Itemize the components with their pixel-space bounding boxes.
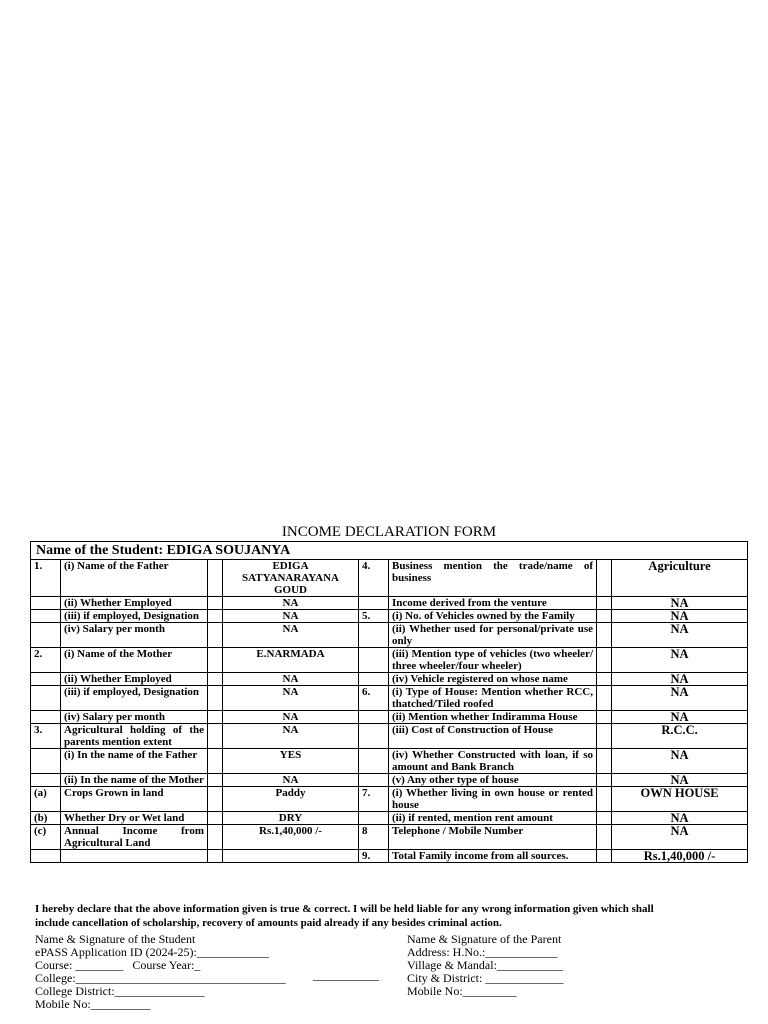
spacer-cell	[597, 597, 612, 610]
spacer-cell	[597, 711, 612, 724]
row-number: 2.	[31, 648, 61, 673]
spacer-cell	[208, 623, 223, 648]
spacer-cell	[597, 623, 612, 648]
row-value: NA	[223, 774, 359, 787]
spacer-cell	[597, 686, 612, 711]
row-label: (ii) Whether used for personal/private use only	[389, 623, 597, 648]
income-declaration-table	[30, 541, 748, 863]
city-district-field: City & District: _____________	[407, 971, 564, 985]
spacer-cell	[597, 749, 612, 774]
row-value: NA	[612, 648, 748, 673]
row-number	[31, 774, 61, 787]
row-value: Rs.1,40,000 /-	[612, 850, 748, 863]
spacer-cell	[597, 774, 612, 787]
spacer-cell	[597, 724, 612, 749]
row-label: (iii) Cost of Construction of House	[389, 724, 597, 749]
spacer-cell	[208, 686, 223, 711]
row-number	[359, 597, 389, 610]
row-value: NA	[223, 610, 359, 623]
row-label: (ii) In the name of the Mother	[61, 774, 208, 787]
row-value: Rs.1,40,000 /-	[223, 825, 359, 850]
row-number	[359, 623, 389, 648]
spacer-cell	[208, 648, 223, 673]
form-title: INCOME DECLARATION FORM	[281, 524, 497, 540]
table-row	[31, 686, 748, 711]
row-number	[359, 812, 389, 825]
spacer-cell	[597, 850, 612, 863]
row-number: 6.	[359, 686, 389, 711]
table-row	[31, 850, 748, 863]
row-number	[359, 673, 389, 686]
row-value: EDIGA SATYANARAYANA GOUD	[223, 560, 359, 597]
row-number	[31, 711, 61, 724]
declaration-text: I hereby declare that the above information given is true & correct. I will be held liable for any wrong information given which shall include cancellation of scholarship, recovery of amounts paid already if any besides criminal action.	[35, 903, 654, 929]
row-label: (i) Name of the Mother	[61, 648, 208, 673]
row-value: E.NARMADA	[223, 648, 359, 673]
college-district-field: College District:_______________	[35, 984, 205, 998]
row-label: (ii) Whether Employed	[61, 597, 208, 610]
spacer-cell	[208, 850, 223, 863]
row-label: (i) Whether living in own house or rented house	[389, 787, 597, 812]
row-label: Telephone / Mobile Number	[389, 825, 597, 850]
row-number	[31, 623, 61, 648]
row-number	[359, 774, 389, 787]
spacer-cell	[208, 749, 223, 774]
row-value: NA	[612, 597, 748, 610]
table-row	[31, 711, 748, 724]
row-value: NA	[612, 623, 748, 648]
row-value: NA	[612, 774, 748, 787]
table-row	[31, 623, 748, 648]
row-label: Annual Income from Agricultural Land	[61, 825, 208, 850]
row-number	[359, 749, 389, 774]
row-label: (iv) Vehicle registered on whose name	[389, 673, 597, 686]
table-row	[31, 560, 748, 597]
row-label: Crops Grown in land	[61, 787, 208, 812]
student-signature-block	[35, 933, 286, 1011]
student-name: Name of the Student: EDIGA SOUJANYA	[31, 542, 748, 560]
row-value: NA	[223, 686, 359, 711]
row-label: Total Family income from all sources.	[389, 850, 597, 863]
row-label: (iv) Salary per month	[61, 711, 208, 724]
row-label: (ii) if rented, mention rent amount	[389, 812, 597, 825]
row-label: Business mention the trade/name of business	[389, 560, 597, 597]
table-row	[31, 648, 748, 673]
row-value: DRY	[223, 812, 359, 825]
table-row	[31, 724, 748, 749]
row-label: (ii) Whether Employed	[61, 673, 208, 686]
row-value: R.C.C.	[612, 724, 748, 749]
row-number: (c)	[31, 825, 61, 850]
spacer-cell	[208, 610, 223, 623]
row-label: (v) Any other type of house	[389, 774, 597, 787]
row-value: NA	[612, 749, 748, 774]
spacer-cell	[208, 673, 223, 686]
row-label: (i) No. of Vehicles owned by the Family	[389, 610, 597, 623]
row-number: 9.	[359, 850, 389, 863]
row-value: NA	[223, 623, 359, 648]
row-value: NA	[223, 711, 359, 724]
row-label: (iii) Mention type of vehicles (two wheeler/ three wheeler/four wheeler)	[389, 648, 597, 673]
row-number	[31, 597, 61, 610]
row-label: (iii) if employed, Designation	[61, 686, 208, 711]
table-row	[31, 673, 748, 686]
row-number	[31, 686, 61, 711]
spacer-cell	[597, 673, 612, 686]
row-number	[31, 850, 61, 863]
row-label: Income derived from the venture	[389, 597, 597, 610]
row-number	[359, 711, 389, 724]
spacer-cell	[597, 825, 612, 850]
row-label: Agricultural holding of the parents mention extent	[61, 724, 208, 749]
spacer-cell	[208, 774, 223, 787]
row-number: 1.	[31, 560, 61, 597]
blank-line: ___________	[313, 968, 379, 982]
row-number	[31, 610, 61, 623]
student-signature-label: Name & Signature of the Student	[35, 932, 196, 946]
college-field: College:___________________________________	[35, 971, 286, 985]
student-name-row	[31, 542, 748, 560]
village-mandal-field: Village & Mandal:___________	[407, 958, 563, 972]
row-number: 7.	[359, 787, 389, 812]
row-label: (iii) if employed, Designation	[61, 610, 208, 623]
row-number: 3.	[31, 724, 61, 749]
parent-signature-label: Name & Signature of the Parent	[407, 932, 562, 946]
spacer-cell	[208, 711, 223, 724]
spacer-cell	[208, 724, 223, 749]
spacer-cell	[208, 825, 223, 850]
row-value: NA	[612, 812, 748, 825]
table-row	[31, 812, 748, 825]
row-number	[31, 749, 61, 774]
row-label: (i) Name of the Father	[61, 560, 208, 597]
row-value: NA	[223, 724, 359, 749]
epass-id-field: ePASS Application ID (2024-25):____________	[35, 945, 269, 959]
row-value: NA	[612, 711, 748, 724]
parent-signature-block	[407, 933, 563, 998]
spacer-cell	[597, 648, 612, 673]
row-value: Agriculture	[612, 560, 748, 597]
row-value	[223, 850, 359, 863]
address-field: Address: H.No.:____________	[407, 945, 558, 959]
spacer-cell	[208, 597, 223, 610]
spacer-cell	[208, 560, 223, 597]
row-label: (ii) Mention whether Indiramma House	[389, 711, 597, 724]
row-number: (a)	[31, 787, 61, 812]
row-value: NA	[612, 825, 748, 850]
spacer-cell	[208, 812, 223, 825]
row-value: NA	[612, 686, 748, 711]
row-value: NA	[223, 597, 359, 610]
student-mobile-field: Mobile No:__________	[35, 997, 151, 1011]
row-number: (b)	[31, 812, 61, 825]
row-number	[31, 673, 61, 686]
row-number	[359, 648, 389, 673]
spacer-cell	[208, 787, 223, 812]
row-label: (i) In the name of the Father	[61, 749, 208, 774]
table-row	[31, 749, 748, 774]
row-number: 5.	[359, 610, 389, 623]
row-number	[359, 724, 389, 749]
spacer-cell	[597, 560, 612, 597]
row-number: 4.	[359, 560, 389, 597]
table-row	[31, 825, 748, 850]
table-row	[31, 787, 748, 812]
spacer-cell	[597, 610, 612, 623]
table-row	[31, 610, 748, 623]
parent-mobile-field: Mobile No:_________	[407, 984, 517, 998]
row-value: YES	[223, 749, 359, 774]
table-row	[31, 597, 748, 610]
row-value: NA	[612, 610, 748, 623]
row-value: NA	[612, 673, 748, 686]
spacer-cell	[597, 787, 612, 812]
row-value: Paddy	[223, 787, 359, 812]
row-value: OWN HOUSE	[612, 787, 748, 812]
row-label: Whether Dry or Wet land	[61, 812, 208, 825]
row-number: 8	[359, 825, 389, 850]
row-label: (i) Type of House: Mention whether RCC, thatched/Tiled roofed	[389, 686, 597, 711]
row-label: (iv) Whether Constructed with loan, if so amount and Bank Branch	[389, 749, 597, 774]
row-label: (iv) Salary per month	[61, 623, 208, 648]
spacer-cell	[597, 812, 612, 825]
table-row	[31, 774, 748, 787]
row-value: NA	[223, 673, 359, 686]
course-field: Course: ________ Course Year:_	[35, 958, 201, 972]
row-label	[61, 850, 208, 863]
